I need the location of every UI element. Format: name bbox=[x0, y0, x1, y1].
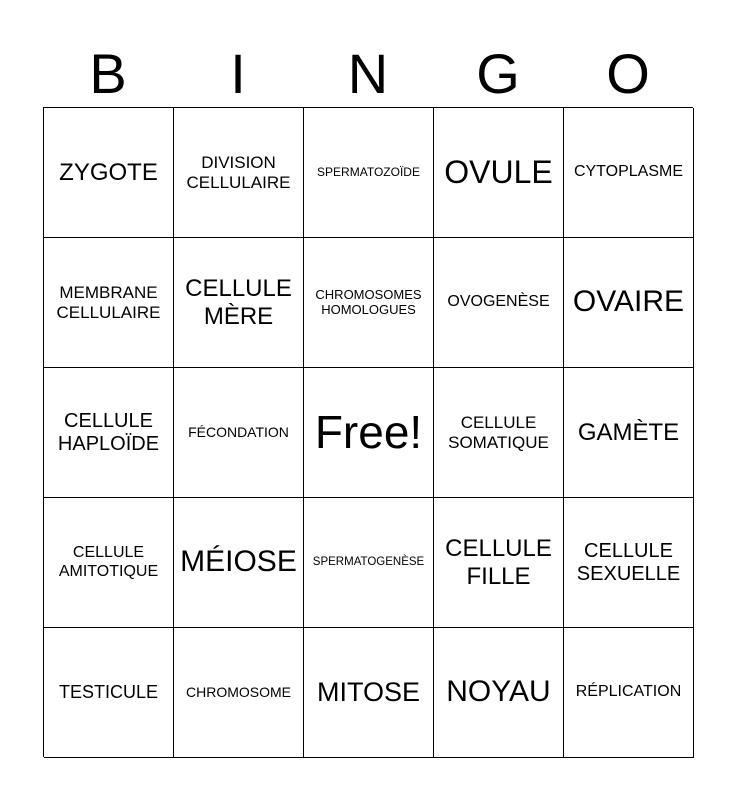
bingo-cell[interactable]: OVULE bbox=[434, 108, 564, 238]
header-letter-i: I bbox=[230, 42, 246, 105]
bingo-cell[interactable]: FÉCONDATION bbox=[174, 368, 304, 498]
bingo-cell[interactable]: RÉPLICATION bbox=[564, 628, 694, 758]
bingo-cell[interactable]: SPERMATOGENÈSE bbox=[304, 498, 434, 628]
bingo-cell[interactable]: CELLULE FILLE bbox=[434, 498, 564, 628]
bingo-cell[interactable]: SPERMATOZOÏDE bbox=[304, 108, 434, 238]
bingo-cell[interactable]: CHROMOSOMES HOMOLOGUES bbox=[304, 238, 434, 368]
header-letter-o: O bbox=[606, 42, 650, 105]
header-letter-n: N bbox=[347, 42, 389, 105]
header-letter-b: B bbox=[89, 42, 127, 105]
bingo-cell[interactable]: CELLULE MÈRE bbox=[174, 238, 304, 368]
bingo-header bbox=[43, 42, 693, 106]
header-letter-g: G bbox=[476, 42, 520, 105]
free-space-cell[interactable]: Free! bbox=[304, 368, 434, 498]
bingo-cell[interactable]: ZYGOTE bbox=[44, 108, 174, 238]
bingo-cell[interactable]: CYTOPLASME bbox=[564, 108, 694, 238]
bingo-cell[interactable]: NOYAU bbox=[434, 628, 564, 758]
bingo-cell[interactable]: GAMÈTE bbox=[564, 368, 694, 498]
bingo-cell[interactable]: OVAIRE bbox=[564, 238, 694, 368]
bingo-cell[interactable]: DIVISION CELLULAIRE bbox=[174, 108, 304, 238]
bingo-cell[interactable]: CELLULE SOMATIQUE bbox=[434, 368, 564, 498]
bingo-cell[interactable]: TESTICULE bbox=[44, 628, 174, 758]
bingo-cell[interactable]: OVOGENÈSE bbox=[434, 238, 564, 368]
bingo-board bbox=[43, 107, 693, 757]
bingo-cell[interactable]: CHROMOSOME bbox=[174, 628, 304, 758]
bingo-cell[interactable]: CELLULE AMITOTIQUE bbox=[44, 498, 174, 628]
bingo-cell[interactable]: MITOSE bbox=[304, 628, 434, 758]
bingo-cell[interactable]: CELLULE SEXUELLE bbox=[564, 498, 694, 628]
bingo-cell[interactable]: MÉIOSE bbox=[174, 498, 304, 628]
bingo-cell[interactable]: CELLULE HAPLOÏDE bbox=[44, 368, 174, 498]
bingo-cell[interactable]: MEMBRANE CELLULAIRE bbox=[44, 238, 174, 368]
